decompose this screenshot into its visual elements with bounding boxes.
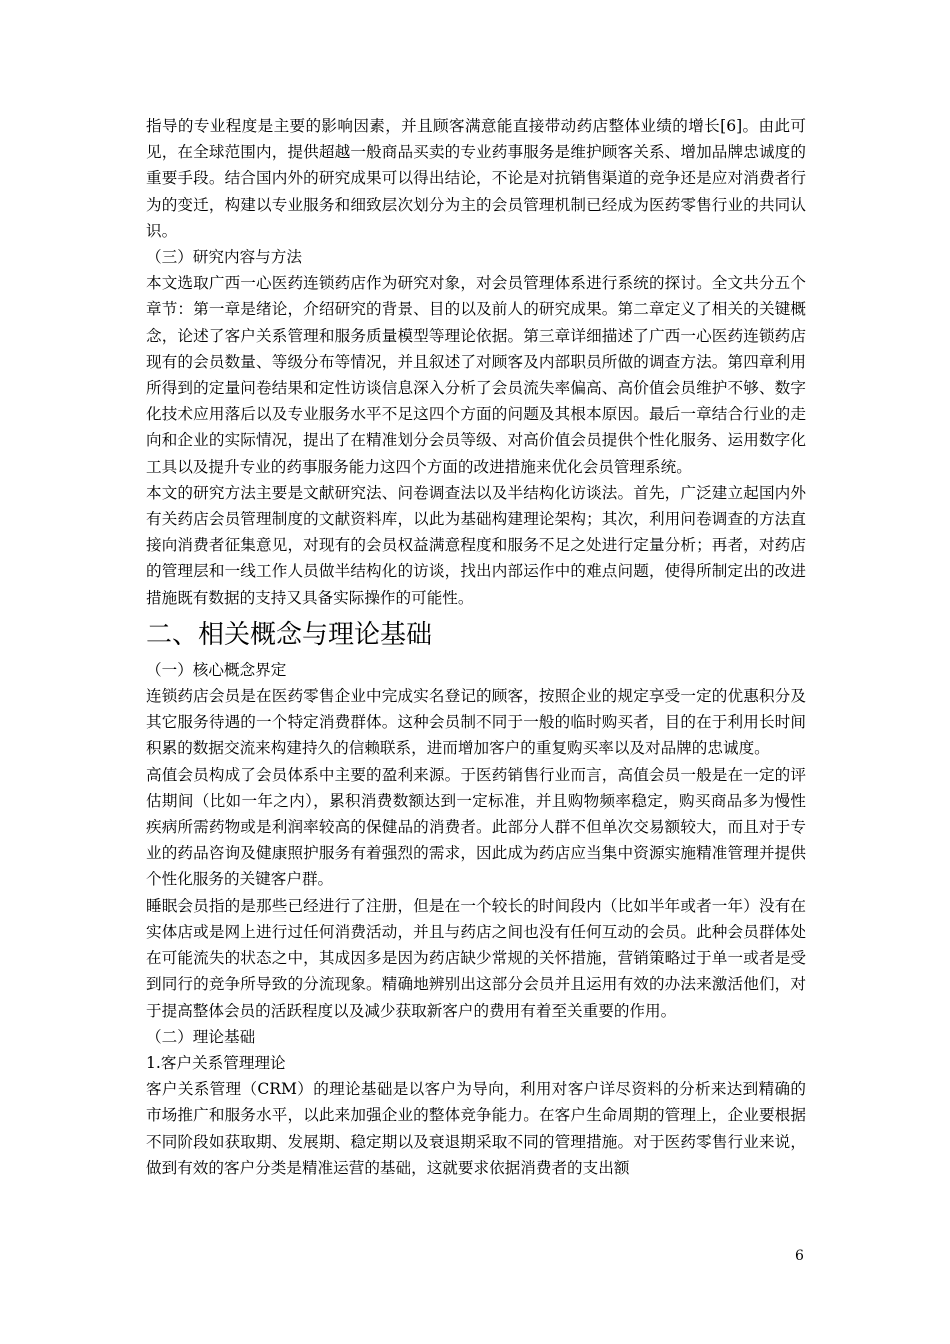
paragraph-chain-member-definition: 连锁药店会员是在医药零售企业中完成实名登记的顾客，按照企业的规定享受一定的优惠积分及其它服务待遇的一个特定消费群体。这种会员制不同于一般的临时购买者，目的在于利用长时间积累的数据交流来构建持久的信赖联系，进而增加客户的重复购买率以及对品牌的忠诚度。 bbox=[146, 687, 806, 758]
document-page bbox=[146, 113, 806, 1181]
paragraph-dormant-member: 睡眠会员指的是那些已经进行了注册，但是在一个较长的时间段内（比如半年或者一年）没有在实体店或是网上进行过任何消费活动，并且与药店之间也没有任何互动的会员。此种会员群体处在可能流失的状态之中，其成因多是因为药店缺少常规的关怀措施，营销策略过于单一或者是受到同行的竞争所导致的分流现象。精确地辨别出这部分会员并且运用有效的办法来激活他们，对于提高整体会员的活跃程度以及减少获取新客户的费用有着至关重要的作用。 bbox=[146, 896, 806, 1020]
subheading-theory-basis: （二）理论基础 bbox=[146, 1027, 256, 1046]
paragraph-high-value-member: 高值会员构成了会员体系中主要的盈利来源。于医药销售行业而言，高值会员一般是在一定的评估期间（比如一年之内），累积消费数额达到一定标准，并且购物频率稳定，购买商品多为慢性疾病所需药物或是利润率较高的保健品的消费者。此部分人群不但单次交易额较大，而且对于专业的药品咨询及健康照护服务有着强烈的需求，因此成为药店应当集中资源实施精准管理并提供个性化服务的关键客户群。 bbox=[146, 765, 806, 889]
subheading-research-content: （三）研究内容与方法 bbox=[146, 248, 302, 267]
subheading-crm-theory: 1.客户关系管理理论 bbox=[146, 1053, 286, 1072]
subheading-core-concepts: （一）核心概念界定 bbox=[146, 660, 287, 679]
paragraph-crm-theory: 客户关系管理（CRM）的理论基础是以客户为导向，利用对客户详尽资料的分析来达到精确的市场推广和服务水平，以此来加强企业的整体竞争能力。在客户生命周期的管理上，企业要根据不同阶段如获取期、发展期、稳定期以及衰退期采取不同的管理措施。对于医药零售行业来说，做到有效的客户分类是精准运营的基础，这就要求依据消费者的支出额 bbox=[146, 1080, 806, 1177]
paragraph-research-conclusion: 指导的专业程度是主要的影响因素，并且顾客满意能直接带动药店整体业绩的增长[6]。由此可见，在全球范围内，提供超越一般商品买卖的专业药事服务是维护顾客关系、增加品牌忠诚度的重要手段。结合国内外的研究成果可以得出结论，不论是对抗销售渠道的竞争还是应对消费者行为的变迁，构建以专业服务和细致层次划分为主的会员管理机制已经成为医药零售行业的共同认识。 bbox=[146, 117, 806, 240]
paragraph-research-methods: 本文的研究方法主要是文献研究法、问卷调查法以及半结构化访谈法。首先，广泛建立起国内外有关药店会员管理制度的文献资料库，以此为基础构建理论架构；其次，利用问卷调查的方法直接向消费者征集意见，对现有的会员权益满意程度和服务不足之处进行定量分析；再者，对药店的管理层和一线工作人员做半结构化的访谈，找出内部运作中的难点问题，使得所制定出的改进措施既有数据的支持又具备实际操作的可能性。 bbox=[146, 483, 806, 607]
chapter-heading-concepts-theory: 二、相关概念与理论基础 bbox=[146, 619, 433, 650]
page-number: 6 bbox=[795, 1248, 804, 1264]
paragraph-chapter-outline: 本文选取广西一心医药连锁药店作为研究对象，对会员管理体系进行系统的探讨。全文共分五个章节：第一章是绪论，介绍研究的背景、目的以及前人的研究成果。第二章定义了相关的关键概念，论述了客户关系管理和服务质量模型等理论依据。第三章详细描述了广西一心医药连锁药店现有的会员数量、等级分布等情况，并且叙述了对顾客及内部职员所做的调查方法。第四章利用所得到的定量问卷结果和定性访谈信息深入分析了会员流失率偏高、高价值会员维护不够、数字化技术应用落后以及专业服务水平不足这四个方面的问题及其根本原因。最后一章结合行业的走向和企业的实际情况，提出了在精准划分会员等级、对高价值会员提供个性化服务、运用数字化工具以及提升专业的药事服务能力这四个方面的改进措施来优化会员管理系统。 bbox=[146, 274, 806, 476]
